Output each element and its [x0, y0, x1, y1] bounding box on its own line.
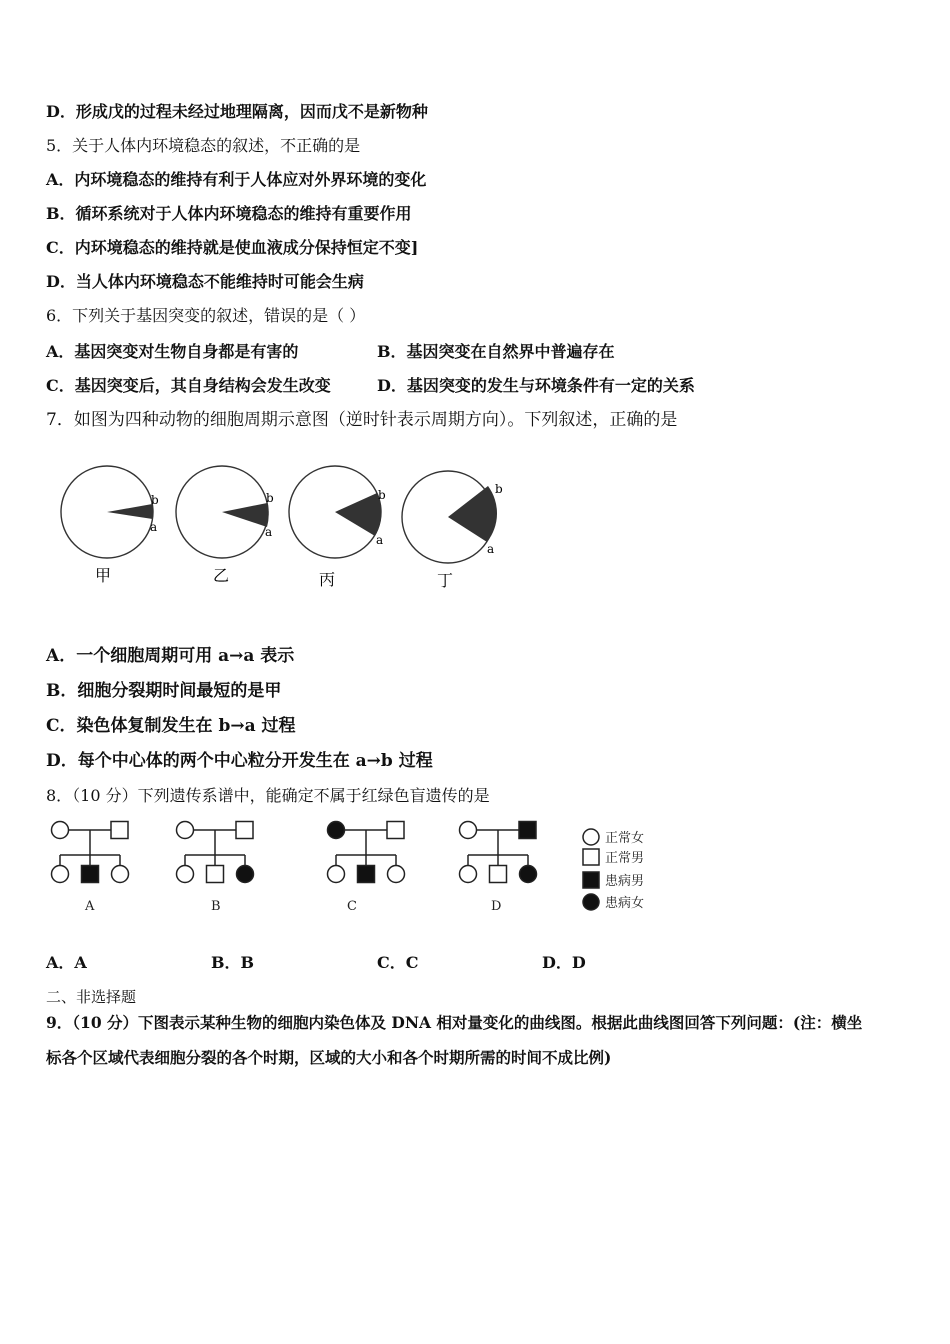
circle-ding [402, 471, 503, 590]
circle-bing [289, 466, 386, 589]
label-b: b [378, 488, 386, 502]
q7-option-d: D．每个中心体的两个中心粒分开发生在 a→b 过程 [46, 751, 433, 771]
q5-stem: 5．关于人体内环境稳态的叙述，不正确的是 [46, 136, 361, 155]
cell-cycle-figure [55, 455, 515, 595]
pedigree-a [52, 822, 129, 883]
label-jia: 甲 [95, 566, 112, 585]
legend-symbols [583, 829, 599, 910]
label-a: a [376, 533, 384, 547]
q6-option-c: C．基因突变后，其自身结构会发生改变 [46, 376, 331, 395]
q8-stem: 8．（10 分）下列遗传系谱中，能确定不属于红绿色盲遗传的是 [46, 786, 490, 805]
label-a: a [487, 542, 495, 556]
q7-option-a: A．一个细胞周期可用 a→a 表示 [46, 646, 295, 666]
label-b: b [266, 491, 274, 505]
q7-option-b: B．细胞分裂期时间最短的是甲 [46, 681, 282, 701]
circle-jia [61, 466, 159, 585]
circle-yi [176, 466, 274, 585]
pedigree-b [177, 822, 254, 883]
q5-option-b: B．循环系统对于人体内环境稳态的维持有重要作用 [46, 204, 412, 223]
q5-option-c: C．内环境稳态的维持就是使血液成分保持恒定不变] [46, 238, 419, 257]
q8-option-a: A．A [46, 953, 87, 972]
q4-option-d: D．形成戊的过程未经过地理隔离，因而戊不是新物种 [46, 102, 428, 121]
pedigree-label-b: B [211, 899, 221, 914]
section-title: 二、非选择题 [46, 988, 137, 1006]
legend-affected-female: 患病女 [605, 896, 645, 911]
label-b: b [495, 482, 503, 496]
pedigree-label-d: D [491, 899, 502, 914]
q9-line2: 标各个区域代表细胞分裂的各个时期，区域的大小和各个时期所需的时间不成比例) [46, 1048, 612, 1067]
q6-option-d: D．基因突变的发生与环境条件有一定的关系 [377, 376, 695, 395]
q8-option-b: B．B [211, 953, 255, 972]
pedigree-label-c: C [347, 899, 357, 914]
q9-line1: 9．（10 分）下图表示某种生物的细胞内染色体及 DNA 相对量变化的曲线图。根据此曲线图回答下列问题：(注：横坐 [46, 1013, 863, 1032]
label-ding: 丁 [437, 571, 454, 590]
label-b: b [151, 493, 159, 507]
legend-normal-female: 正常女 [605, 831, 645, 846]
q6-stem: 6．下列关于基因突变的叙述，错误的是（ ） [46, 306, 366, 325]
q6-option-b: B．基因突变在自然界中普遍存在 [377, 342, 615, 361]
legend-affected-male: 患病男 [605, 874, 645, 889]
pedigree-d [460, 822, 537, 883]
q5-option-a: A．内环境稳态的维持有利于人体应对外界环境的变化 [46, 170, 427, 189]
q7-option-c: C．染色体复制发生在 b→a 过程 [46, 716, 296, 736]
label-yi: 乙 [213, 566, 230, 585]
label-a: a [150, 520, 158, 534]
pedigree-c [328, 822, 405, 883]
legend-normal-male: 正常男 [605, 851, 645, 866]
q8-option-d: D．D [542, 953, 586, 972]
label-a: a [265, 525, 273, 539]
q8-option-c: C．C [377, 953, 419, 972]
pedigree-figure [45, 815, 665, 920]
pedigree-label-a: A [85, 899, 95, 914]
q5-option-d: D．当人体内环境稳态不能维持时可能会生病 [46, 272, 364, 291]
q7-stem: 7．如图为四种动物的细胞周期示意图（逆时针表示周期方向）。下列叙述，正确的是 [46, 410, 678, 430]
q6-option-a: A．基因突变对生物自身都是有害的 [46, 342, 299, 361]
label-bing: 丙 [319, 570, 336, 589]
